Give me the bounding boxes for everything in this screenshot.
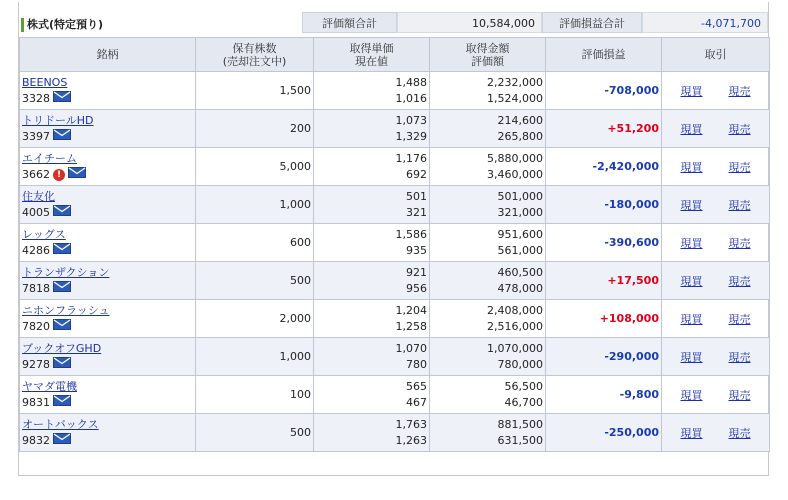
- shares-cell: 500: [196, 414, 314, 452]
- cost-price: 1,073: [395, 113, 427, 127]
- cost-amount: 214,600: [497, 113, 543, 127]
- cost-amount: 951,600: [497, 227, 543, 241]
- buy-link[interactable]: 現買: [680, 350, 703, 364]
- valuation-amount: 321,000: [497, 205, 543, 219]
- table-row: [20, 414, 770, 452]
- pl-total-value: -4,071,700: [642, 12, 768, 33]
- shares-cell: 2,000: [196, 300, 314, 338]
- cost-price: 1,204: [395, 303, 427, 317]
- sell-link[interactable]: 現売: [728, 236, 751, 250]
- header-pl: 評価損益: [546, 38, 662, 72]
- table-header-row: [20, 38, 770, 72]
- cost-price: 921: [406, 265, 427, 279]
- trade-cell: [662, 300, 770, 338]
- trade-cell: [662, 376, 770, 414]
- table-row: [20, 110, 770, 148]
- buy-link[interactable]: 現買: [680, 84, 703, 98]
- sell-link[interactable]: 現売: [728, 312, 751, 326]
- shares-cell: 100: [196, 376, 314, 414]
- holdings-table: [19, 37, 770, 452]
- current-price: 321: [406, 205, 427, 219]
- holdings-panel: [18, 2, 769, 476]
- mail-icon[interactable]: [53, 395, 71, 411]
- cost-amount: 881,500: [497, 417, 543, 431]
- trade-cell: [662, 186, 770, 224]
- mail-icon[interactable]: [53, 129, 71, 145]
- stock-code: 4286: [22, 243, 50, 257]
- price-cell: [314, 186, 430, 224]
- stock-code-line: [22, 243, 193, 259]
- cost-price: 1,176: [395, 151, 427, 165]
- sell-link[interactable]: 現売: [728, 388, 751, 402]
- stock-name-link[interactable]: トリドールHD: [22, 113, 94, 127]
- header-amount-line2: 評価額: [471, 54, 504, 68]
- header-amount: [430, 38, 546, 72]
- stock-code-line: [22, 319, 193, 335]
- valuation-amount: 561,000: [497, 243, 543, 257]
- table-row: [20, 338, 770, 376]
- current-price: 1,258: [395, 319, 427, 333]
- shares-cell: 1,000: [196, 338, 314, 376]
- stock-name-link[interactable]: 住友化: [22, 189, 55, 203]
- header-price-line2: 現在値: [355, 54, 388, 68]
- pl-cell: -390,600: [546, 224, 662, 262]
- pl-cell: -180,000: [546, 186, 662, 224]
- valuation-amount: 46,700: [504, 395, 543, 409]
- stock-name-link[interactable]: ニホンフラッシュ: [22, 303, 110, 317]
- cost-price: 1,488: [395, 75, 427, 89]
- stock-code-line: [22, 129, 193, 145]
- stock-code: 7818: [22, 281, 50, 295]
- header-shares: [196, 38, 314, 72]
- stock-name-link[interactable]: レッグス: [22, 227, 66, 241]
- buy-link[interactable]: 現買: [680, 274, 703, 288]
- cost-price: 1,070: [395, 341, 427, 355]
- price-cell: [314, 338, 430, 376]
- amount-cell: [430, 224, 546, 262]
- price-cell: [314, 148, 430, 186]
- buy-link[interactable]: 現買: [680, 236, 703, 250]
- stock-code-line: [22, 433, 193, 449]
- shares-cell: 600: [196, 224, 314, 262]
- sell-link[interactable]: 現売: [728, 122, 751, 136]
- stock-name-link[interactable]: オートバックス: [22, 417, 99, 431]
- pl-cell: -2,420,000: [546, 148, 662, 186]
- sell-link[interactable]: 現売: [728, 274, 751, 288]
- valuation-amount: 631,500: [497, 433, 543, 447]
- buy-link[interactable]: 現買: [680, 312, 703, 326]
- stock-cell: [20, 262, 196, 300]
- price-cell: [314, 110, 430, 148]
- current-price: 467: [406, 395, 427, 409]
- stock-cell: [20, 224, 196, 262]
- stock-name-link[interactable]: ヤマダ電機: [22, 379, 77, 393]
- cost-amount: 1,070,000: [487, 341, 543, 355]
- cost-price: 1,763: [395, 417, 427, 431]
- valuation-total-label: 評価額合計: [302, 12, 397, 33]
- table-row: [20, 376, 770, 414]
- amount-cell: [430, 300, 546, 338]
- stock-cell: [20, 300, 196, 338]
- current-price: 935: [406, 243, 427, 257]
- cost-amount: 460,500: [497, 265, 543, 279]
- mail-icon[interactable]: [53, 281, 71, 297]
- header-stock: 銘柄: [20, 38, 196, 72]
- table-row: [20, 300, 770, 338]
- header-shares-line2: (売却注文中): [222, 54, 287, 68]
- cost-amount: 501,000: [497, 189, 543, 203]
- amount-cell: [430, 110, 546, 148]
- current-price: 1,263: [395, 433, 427, 447]
- summary-bar: [19, 12, 768, 36]
- trade-cell: [662, 72, 770, 110]
- amount-cell: [430, 186, 546, 224]
- table-row: [20, 224, 770, 262]
- trade-cell: [662, 224, 770, 262]
- amount-cell: [430, 262, 546, 300]
- pl-cell: +51,200: [546, 110, 662, 148]
- header-trade: 取引: [662, 38, 770, 72]
- header-shares-line1: 保有株数: [232, 41, 277, 55]
- header-price-line1: 取得単価: [349, 41, 394, 55]
- current-price: 780: [406, 357, 427, 371]
- mail-icon[interactable]: [53, 91, 71, 107]
- price-cell: [314, 224, 430, 262]
- pl-cell: -9,800: [546, 376, 662, 414]
- stock-code: 9278: [22, 357, 50, 371]
- valuation-total-value: 10,584,000: [397, 12, 542, 33]
- stock-code: 9831: [22, 395, 50, 409]
- stock-cell: [20, 338, 196, 376]
- buy-link[interactable]: 現買: [680, 160, 703, 174]
- stock-cell: [20, 148, 196, 186]
- stock-name-link[interactable]: ブックオフGHD: [22, 341, 102, 355]
- buy-link[interactable]: 現買: [680, 198, 703, 212]
- sell-link[interactable]: 現売: [728, 160, 751, 174]
- buy-link[interactable]: 現買: [680, 122, 703, 136]
- cost-amount: 2,232,000: [487, 75, 543, 89]
- amount-cell: [430, 72, 546, 110]
- pl-cell: -250,000: [546, 414, 662, 452]
- header-price: [314, 38, 430, 72]
- stock-code: 3662: [22, 167, 50, 181]
- cost-amount: 5,880,000: [487, 151, 543, 165]
- buy-link[interactable]: 現買: [680, 426, 703, 440]
- cost-amount: 56,500: [504, 379, 543, 393]
- stock-code-line: [22, 205, 193, 221]
- alert-icon[interactable]: !: [53, 169, 65, 181]
- stock-code-line: [22, 91, 193, 107]
- stock-code: 4005: [22, 205, 50, 219]
- trade-cell: [662, 148, 770, 186]
- stock-code-line: [22, 395, 193, 411]
- trade-cell: [662, 262, 770, 300]
- mail-icon[interactable]: [53, 433, 71, 449]
- valuation-amount: 1,524,000: [487, 91, 543, 105]
- table-row: [20, 262, 770, 300]
- valuation-amount: 478,000: [497, 281, 543, 295]
- header-amount-line1: 取得金額: [465, 41, 510, 55]
- stock-cell: [20, 186, 196, 224]
- valuation-amount: 3,460,000: [487, 167, 543, 181]
- current-price: 956: [406, 281, 427, 295]
- current-price: 692: [406, 167, 427, 181]
- stock-code: 3397: [22, 129, 50, 143]
- pl-cell: +17,500: [546, 262, 662, 300]
- stock-code: 9832: [22, 433, 50, 447]
- shares-cell: 200: [196, 110, 314, 148]
- stock-name-link[interactable]: BEENOS: [22, 75, 68, 89]
- price-cell: [314, 414, 430, 452]
- amount-cell: [430, 414, 546, 452]
- stock-cell: [20, 72, 196, 110]
- price-cell: [314, 72, 430, 110]
- stock-cell: [20, 376, 196, 414]
- amount-cell: [430, 376, 546, 414]
- section-title: 株式(特定預り): [21, 18, 103, 32]
- mail-icon[interactable]: [53, 205, 71, 221]
- mail-icon[interactable]: [53, 319, 71, 335]
- sell-link[interactable]: 現売: [728, 350, 751, 364]
- trade-cell: [662, 338, 770, 376]
- shares-cell: 500: [196, 262, 314, 300]
- price-cell: [314, 300, 430, 338]
- stock-code-line: [22, 281, 193, 297]
- price-cell: [314, 262, 430, 300]
- stock-code: 3328: [22, 91, 50, 105]
- sell-link[interactable]: 現売: [728, 426, 751, 440]
- sell-link[interactable]: 現売: [728, 198, 751, 212]
- table-row: [20, 186, 770, 224]
- shares-cell: 1,000: [196, 186, 314, 224]
- cost-price: 501: [406, 189, 427, 203]
- pl-cell: +108,000: [546, 300, 662, 338]
- cost-price: 1,586: [395, 227, 427, 241]
- sell-link[interactable]: 現売: [728, 84, 751, 98]
- shares-cell: 5,000: [196, 148, 314, 186]
- pl-cell: -708,000: [546, 72, 662, 110]
- shares-cell: 1,500: [196, 72, 314, 110]
- amount-cell: [430, 338, 546, 376]
- buy-link[interactable]: 現買: [680, 388, 703, 402]
- current-price: 1,016: [395, 91, 427, 105]
- pl-cell: -290,000: [546, 338, 662, 376]
- trade-cell: [662, 414, 770, 452]
- amount-cell: [430, 148, 546, 186]
- stock-code-line: [22, 357, 193, 373]
- stock-cell: [20, 414, 196, 452]
- mail-icon[interactable]: [53, 243, 71, 259]
- mail-icon[interactable]: [53, 357, 71, 373]
- price-cell: [314, 376, 430, 414]
- cost-amount: 2,408,000: [487, 303, 543, 317]
- trade-cell: [662, 110, 770, 148]
- valuation-amount: 265,800: [497, 129, 543, 143]
- stock-name-link[interactable]: エイチーム: [22, 151, 77, 165]
- mail-icon[interactable]: [68, 167, 86, 183]
- valuation-amount: 780,000: [497, 357, 543, 371]
- stock-code: 7820: [22, 319, 50, 333]
- pl-total-label: 評価損益合計: [542, 12, 642, 33]
- valuation-amount: 2,516,000: [487, 319, 543, 333]
- stock-name-link[interactable]: トランザクション: [22, 265, 110, 279]
- cost-price: 565: [406, 379, 427, 393]
- stock-cell: [20, 110, 196, 148]
- table-row: [20, 148, 770, 186]
- current-price: 1,329: [395, 129, 427, 143]
- table-row: [20, 72, 770, 110]
- stock-code-line: [22, 167, 193, 183]
